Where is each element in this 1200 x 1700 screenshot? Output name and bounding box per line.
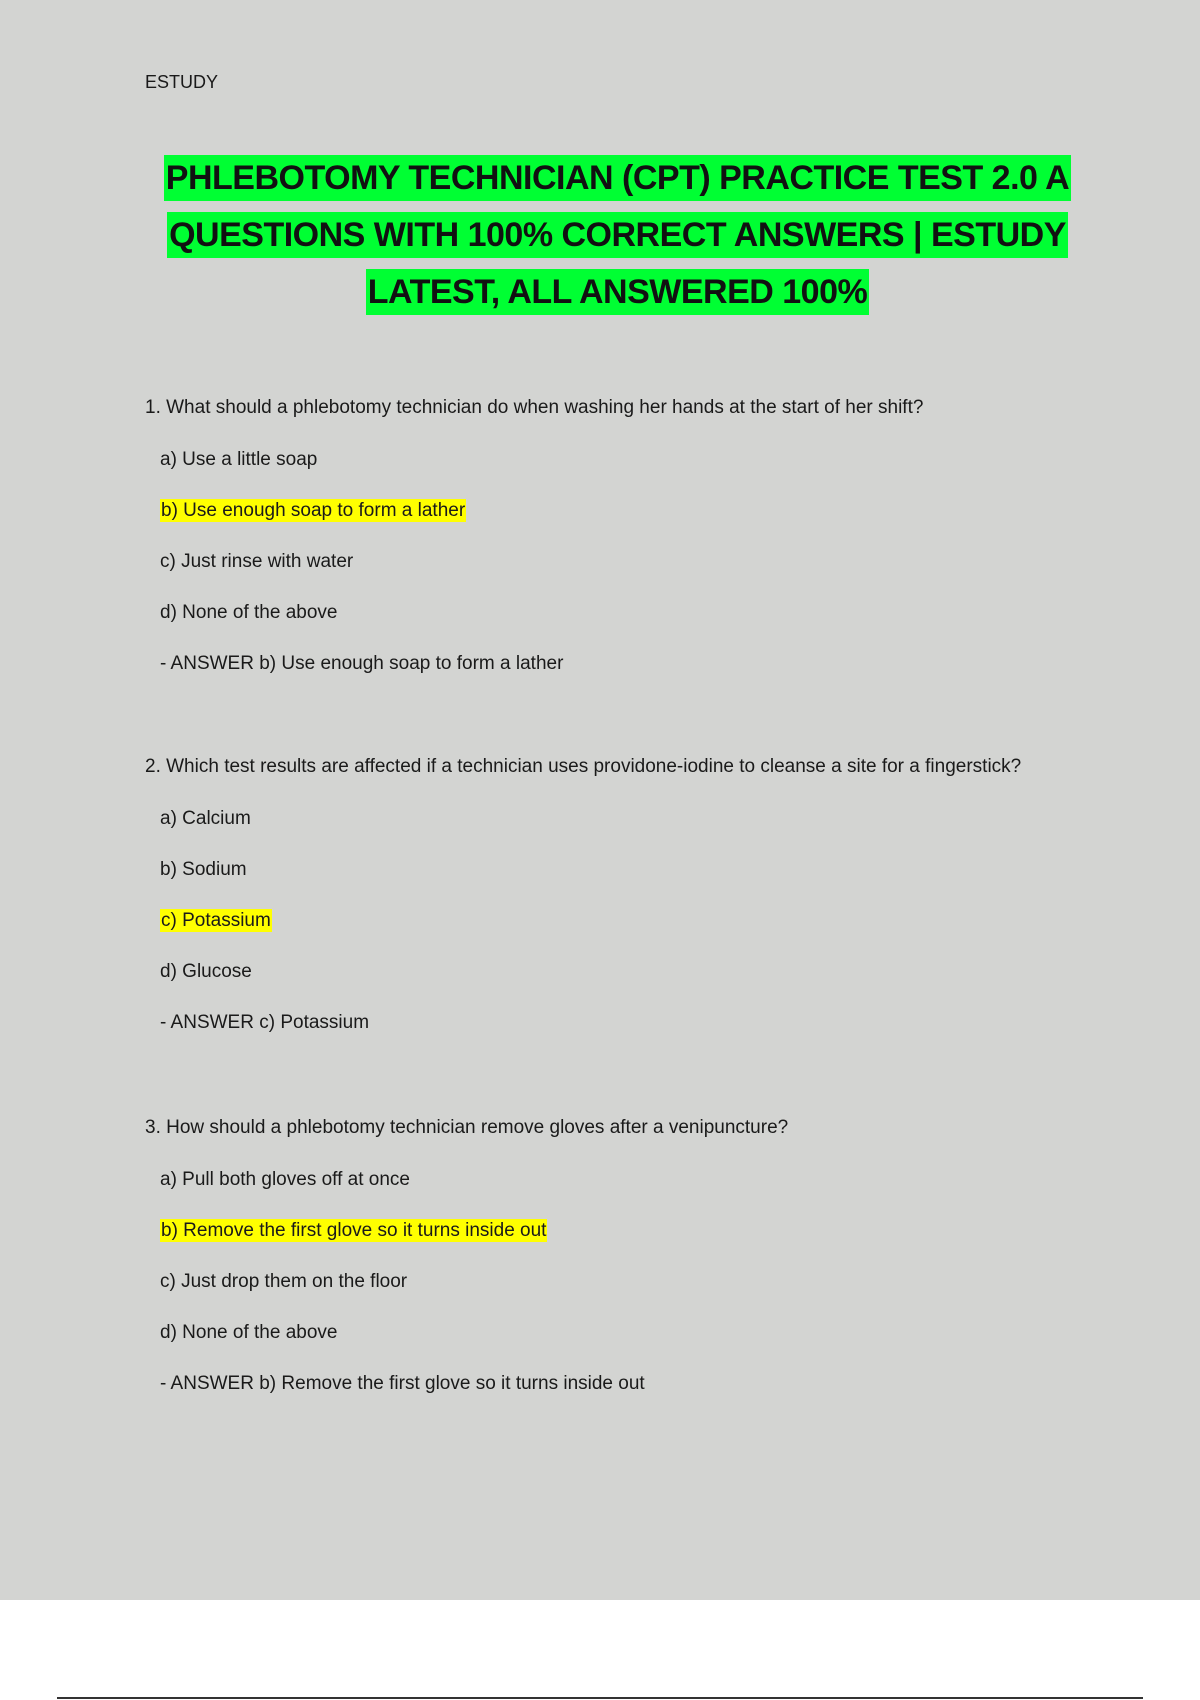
document-title xyxy=(145,150,1090,321)
title-line: LATEST, ALL ANSWERED 100% xyxy=(366,269,869,315)
question-1 xyxy=(145,382,1105,689)
option-a: a) Pull both gloves off at once xyxy=(160,1169,410,1190)
option-b xyxy=(160,1205,1105,1256)
highlighted-correct-option: b) Remove the first glove so it turns inside out xyxy=(161,1220,547,1241)
title-line: PHLEBOTOMY TECHNICIAN (CPT) PRACTICE TEST 2.0 A xyxy=(164,155,1071,201)
option-d: d) None of the above xyxy=(160,1322,338,1343)
option-d: d) None of the above xyxy=(160,602,338,623)
option-d: d) Glucose xyxy=(160,961,252,982)
highlighted-correct-option: c) Potassium xyxy=(161,910,271,931)
question-stem: 3. How should a phlebotomy technician remove gloves after a venipuncture? xyxy=(145,1117,789,1138)
option-c: c) Just drop them on the floor xyxy=(160,1271,408,1292)
question-stem: 2. Which test results are affected if a technician uses providone-iodine to cleanse a site for a fingerstick? xyxy=(145,756,1022,777)
title-line: QUESTIONS WITH 100% CORRECT ANSWERS | ESTUDY xyxy=(167,212,1068,258)
answer-line: - ANSWER c) Potassium xyxy=(160,1012,370,1033)
option-c xyxy=(160,895,1105,946)
answer-line: - ANSWER b) Use enough soap to form a lather xyxy=(160,653,564,674)
header-label: ESTUDY xyxy=(145,72,219,92)
option-a: a) Calcium xyxy=(160,808,251,829)
option-b: b) Sodium xyxy=(160,859,247,880)
option-c: c) Just rinse with water xyxy=(160,551,354,572)
answer-line: - ANSWER b) Remove the first glove so it turns inside out xyxy=(160,1373,645,1394)
question-2 xyxy=(145,741,1105,1048)
option-a: a) Use a little soap xyxy=(160,449,318,470)
footer-divider xyxy=(57,1697,1143,1699)
option-b xyxy=(160,485,1105,536)
question-stem: 1. What should a phlebotomy technician do when washing her hands at the start of her shift? xyxy=(145,397,924,418)
question-3 xyxy=(145,1102,1105,1409)
highlighted-correct-option: b) Use enough soap to form a lather xyxy=(161,500,466,521)
